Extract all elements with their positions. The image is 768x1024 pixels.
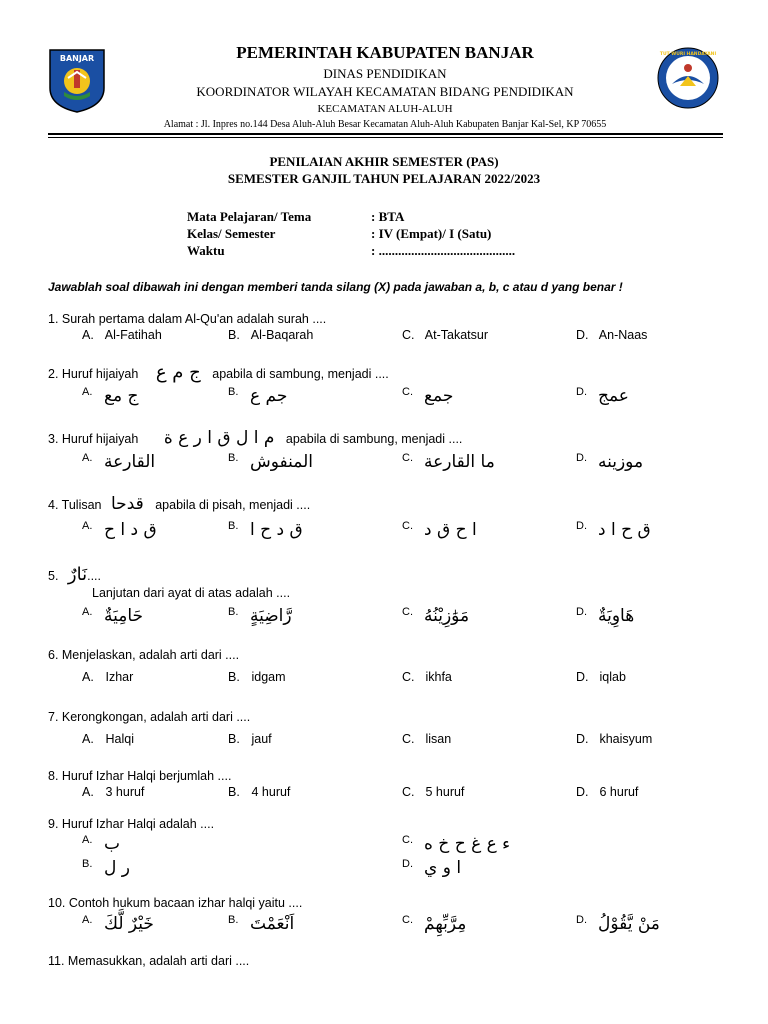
q10-option-a[interactable]: A. خَيْرٌ لَّكَ: [82, 914, 154, 934]
q10-option-b[interactable]: B. اَنْعَمْتَ: [228, 914, 295, 934]
header-address: Alamat : Jl. Inpres no.144 Desa Aluh-Aluh Besar Kecamatan Aluh-Aluh Kabupaten Banjar Kal-Sel, KP 70655: [163, 119, 607, 130]
q5-option-b[interactable]: B. رَّاضِيَةٍ: [228, 606, 292, 626]
q1-option-d[interactable]: D. An-Naas: [576, 328, 648, 342]
q4-option-a[interactable]: A. ق د ا ح: [82, 520, 157, 540]
q4-option-d[interactable]: D. ق ح ا د: [576, 520, 651, 540]
q8-option-d[interactable]: D. 6 huruf: [576, 785, 639, 799]
q4-arabic-word: قدحا: [111, 494, 144, 514]
question-9: 9. Huruf Izhar Halqi adalah ....: [48, 817, 215, 831]
q2-option-d[interactable]: D. عمج: [576, 386, 629, 406]
class-label: Kelas/ Semester: [187, 226, 276, 241]
q2-option-a[interactable]: A. ج مع: [82, 386, 139, 406]
q6-option-c[interactable]: C. ikhfa: [402, 670, 452, 684]
q3-option-a[interactable]: A. القارعة: [82, 452, 156, 472]
q10-option-c[interactable]: C. مِرَّبِّهِمْ: [402, 914, 467, 934]
q7-option-a[interactable]: A. Halqi: [82, 732, 134, 746]
q9-option-a[interactable]: A. ب: [82, 834, 121, 854]
q2-option-c[interactable]: C. جمع: [402, 386, 454, 406]
q8-option-a[interactable]: A. 3 huruf: [82, 785, 145, 799]
time-value: : ..........................................: [371, 243, 516, 258]
question-5: 5. نَارٌ....: [48, 564, 102, 585]
q4-option-b[interactable]: B. ق د ح ا: [228, 520, 303, 540]
q8-option-b[interactable]: B. 4 huruf: [228, 785, 291, 799]
question-11: 11. Memasukkan, adalah arti dari ....: [48, 954, 250, 968]
class-value: : IV (Empat)/ I (Satu): [371, 226, 492, 241]
header-rule-thin: [48, 137, 723, 138]
header-coordinator: KOORDINATOR WILAYAH KECAMATAN BIDANG PENDIDIKAN: [196, 84, 574, 99]
question-1: 1. Surah pertama dalam Al-Qu'an adalah surah ....: [48, 312, 327, 326]
q9-option-b[interactable]: B. ر ل: [82, 858, 130, 878]
q6-option-d[interactable]: D. iqlab: [576, 670, 626, 684]
q5-arabic-verse: نَارٌ: [67, 564, 88, 585]
q1-option-c[interactable]: C. At-Takatsur: [402, 328, 489, 342]
q7-option-b[interactable]: B. jauf: [228, 732, 272, 746]
q3-arabic-letters: م ا ل ق ا ر ع ة: [163, 428, 275, 448]
header-government: PEMERINTAH KABUPATEN BANJAR: [236, 43, 534, 62]
q3-option-b[interactable]: B. المنفوش: [228, 452, 313, 472]
question-6: 6. Menjelaskan, adalah arti dari ....: [48, 648, 240, 662]
tut-wuri-handayani-logo: [656, 46, 720, 110]
q1-option-b[interactable]: B. Al-Baqarah: [228, 328, 314, 342]
q8-option-c[interactable]: C. 5 huruf: [402, 785, 465, 799]
logo-right-text: TUT WURI HANDAYANI: [659, 52, 717, 57]
header-rule-thick: [48, 133, 723, 135]
question-10: 10. Contoh hukum bacaan izhar halqi yaitu ....: [48, 896, 303, 910]
q1-option-a[interactable]: A. Al-Fatihah: [82, 328, 162, 342]
subject-value: : BTA: [371, 209, 405, 224]
question-5-text: Lanjutan dari ayat di atas adalah ....: [92, 586, 291, 600]
q6-option-a[interactable]: A. Izhar: [82, 670, 134, 684]
q5-option-c[interactable]: C. مَوَٰزِيْنُهُ: [402, 606, 470, 626]
exam-subtitle: SEMESTER GANJIL TAHUN PELAJARAN 2022/2023: [227, 171, 541, 186]
q9-option-d[interactable]: D. ا و ي: [402, 858, 462, 878]
q6-option-b[interactable]: B. idgam: [228, 670, 286, 684]
q4-option-c[interactable]: C. ا ح ق د: [402, 520, 477, 540]
header-department: DINAS PENDIDIKAN: [323, 66, 447, 81]
q5-option-a[interactable]: A. حَامِيَةٌ: [82, 606, 144, 626]
banjar-logo: [48, 48, 106, 114]
q10-option-d[interactable]: D. مَنْ يَّقُوْلُ: [576, 914, 660, 934]
q7-option-d[interactable]: D. khaisyum: [576, 732, 653, 746]
q5-option-d[interactable]: D. هَاوِيَةٌ: [576, 606, 635, 626]
exam-title: PENILAIAN AKHIR SEMESTER (PAS): [269, 154, 499, 169]
q3-option-d[interactable]: D. موزينه: [576, 452, 644, 472]
time-label: Waktu: [187, 243, 225, 258]
q3-option-c[interactable]: C. ما القارعة: [402, 452, 495, 472]
question-8: 8. Huruf Izhar Halqi berjumlah ....: [48, 769, 232, 783]
instruction: Jawablah soal dibawah ini dengan memberi tanda silang (X) pada jawaban a, b, c atau d yang benar !: [48, 280, 623, 294]
q2-arabic-letters: ج م ع: [155, 362, 201, 383]
header-district: KECAMATAN ALUH-ALUH: [317, 103, 453, 115]
question-4: 4. Tulisan قدحا apabila di pisah, menjadi ....: [48, 494, 311, 514]
banjar-logo-text: BANJAR: [59, 54, 95, 63]
subject-label: Mata Pelajaran/ Tema: [187, 209, 312, 224]
q9-option-c[interactable]: C. ء ع غ ح خ ه: [402, 834, 511, 854]
question-2: 2. Huruf hijaiyah ج م ع apabila di sambung, menjadi ....: [48, 362, 389, 383]
question-7: 7. Kerongkongan, adalah arti dari ....: [48, 710, 251, 724]
question-3: 3. Huruf hijaiyah م ا ل ق ا ر ع ة apabila di sambung, menjadi ....: [48, 428, 463, 448]
q7-option-c[interactable]: C. lisan: [402, 732, 452, 746]
q2-option-b[interactable]: B. جم ع: [228, 386, 288, 406]
